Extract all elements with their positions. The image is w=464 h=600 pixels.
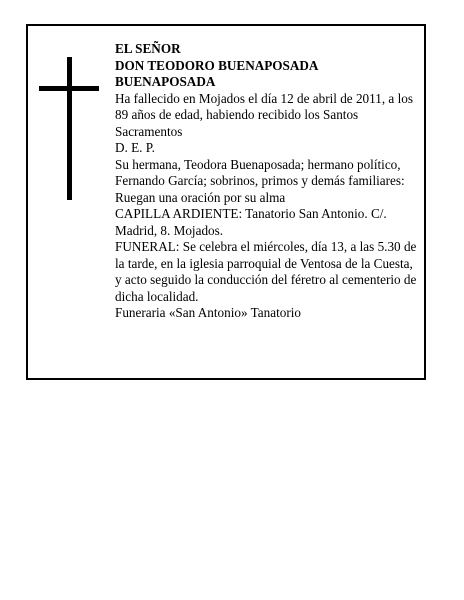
cross-vertical-bar: [67, 57, 72, 200]
notice-text: [115, 41, 420, 322]
funeral-home: Funeraria «San Antonio» Tanatorio: [115, 305, 301, 320]
prayer-request: Ruegan una oración por su alma: [115, 189, 286, 205]
deceased-name: DON TEODORO BUENAPOSADA: [115, 57, 319, 73]
chapel-info: CAPILLA ARDIENTE: Tanatorio San Antonio. C/. Madrid, 8. Mojados.: [115, 206, 387, 238]
death-announcement: Ha fallecido en Mojados el día 12 de abril de 2011, a los 89 años de edad, habiendo recibido los Santos Sacramentos: [115, 90, 413, 139]
family-members: Su hermana, Teodora Buenaposada; hermano político, Fernando García; sobrinos, primos y demás familiares:: [115, 156, 405, 188]
cross-horizontal-bar: [39, 86, 99, 91]
heading-title: EL SEÑOR: [115, 41, 181, 56]
funeral-info: FUNERAL: Se celebra el miércoles, día 13, a las 5.30 de la tarde, en la iglesia parroquial de Ventosa de la Cuesta, y acto seguido la conducción del féretro al cementerio de dicha localidad.: [115, 239, 417, 304]
obituary-notice: [26, 24, 426, 380]
deceased-surname: BUENAPOSADA: [115, 74, 216, 89]
rest-in-peace: D. E. P.: [115, 140, 155, 155]
